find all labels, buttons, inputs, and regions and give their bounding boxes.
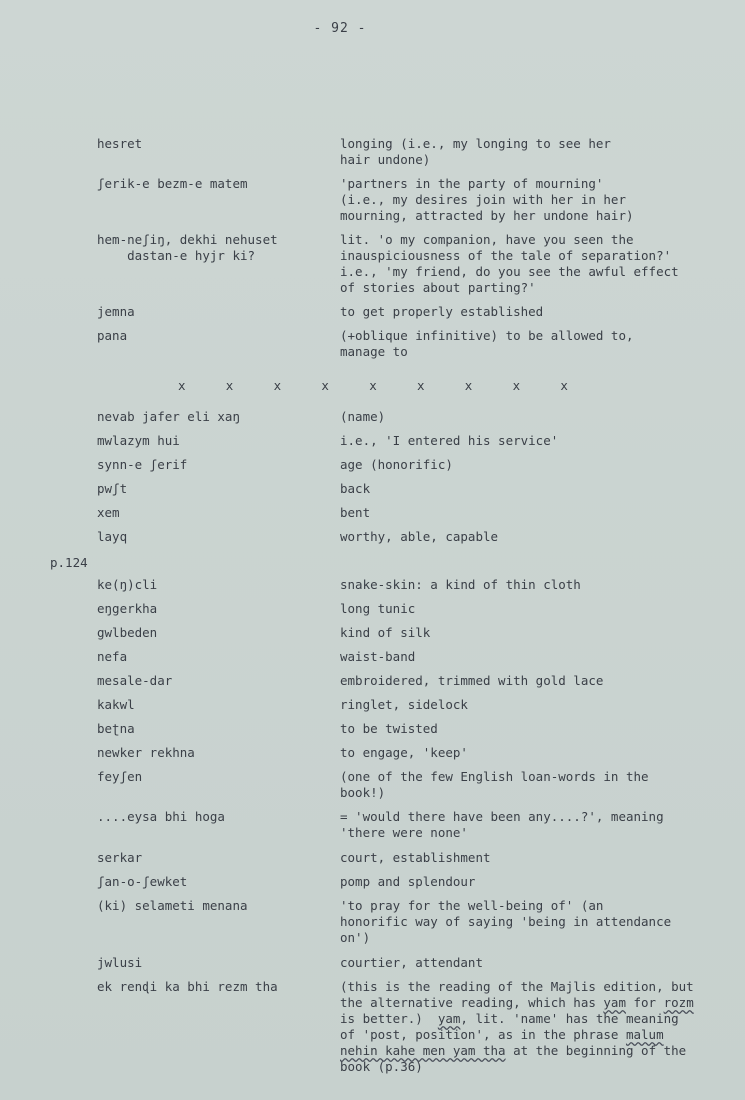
separator-mark: x xyxy=(225,378,234,393)
entry-term: synn-e ʃerif xyxy=(97,457,188,472)
entry-term: ek renɖi ka bhi rezm tha xyxy=(97,979,278,994)
entry-gloss: longing (i.e., my longing to see her hair undone) xyxy=(340,136,611,167)
entry-term: hesret xyxy=(97,136,143,151)
entry-gloss: (one of the few English loan-words in the book!) xyxy=(340,769,649,800)
separator-mark: x xyxy=(178,378,186,393)
entry-gloss: snake-skin: a kind of thin cloth xyxy=(340,577,581,592)
separator-mark: x xyxy=(464,378,473,393)
page-number: - 92 - xyxy=(313,21,367,36)
entry-gloss: to be twisted xyxy=(340,721,438,736)
entry-gloss-long xyxy=(340,979,720,1075)
entry-term: ʃerik-e bezm-e matem xyxy=(97,176,248,191)
entry-term: jwlusi xyxy=(97,955,143,970)
entry-gloss: back xyxy=(340,481,371,496)
entry-gloss: ringlet, sidelock xyxy=(340,697,468,712)
gloss-text: is better.) xyxy=(340,1011,423,1026)
entry-gloss: age (honorific) xyxy=(340,457,453,472)
entry-term: feyʃen xyxy=(97,769,143,784)
entry-gloss: (name) xyxy=(340,409,386,424)
separator-mark: x xyxy=(560,378,568,393)
entry-term: pwʃt xyxy=(97,481,128,496)
entry-term: mesale-dar xyxy=(97,673,173,688)
entry-gloss: bent xyxy=(340,505,371,520)
entry-term: eŋgerkha xyxy=(97,601,158,616)
page-reference: p.124 xyxy=(50,555,88,570)
entry-gloss: = 'would there have been any....?', meaning 'there were none' xyxy=(340,809,664,840)
underlined-word: yam xyxy=(603,995,626,1010)
entry-term: ....eysa bhi hoga xyxy=(97,809,225,824)
entry-gloss: kind of silk xyxy=(340,625,431,640)
underlined-word: malum xyxy=(625,1027,664,1042)
underlined-phrase: nehin kahe men yam tha xyxy=(340,1043,506,1058)
entry-term: serkar xyxy=(97,850,143,865)
entry-term: nefa xyxy=(97,649,128,664)
entry-term: layq xyxy=(97,529,128,544)
entry-gloss: to engage, 'keep' xyxy=(340,745,468,760)
entry-term: gwlbeden xyxy=(97,625,158,640)
separator-mark: x xyxy=(416,378,425,393)
entry-gloss: i.e., 'I entered his service' xyxy=(340,433,559,448)
separator-mark: x xyxy=(273,378,282,393)
separator-mark: x xyxy=(512,378,521,393)
entry-gloss: long tunic xyxy=(340,601,416,616)
gloss-text: , lit. 'name' has the meaning of 'post, position', as in the phrase xyxy=(340,1011,679,1042)
entry-term: xem xyxy=(97,505,120,520)
entry-gloss: pomp and splendour xyxy=(340,874,476,889)
entry-gloss: waist-band xyxy=(340,649,416,664)
separator-mark: x xyxy=(321,378,329,393)
gloss-text: at the beginning of the book (p.36) xyxy=(340,1043,687,1074)
entry-gloss: (+oblique infinitive) to be allowed to, manage to xyxy=(340,328,634,359)
separator-mark: x xyxy=(369,378,377,393)
underlined-word: yam xyxy=(437,1011,461,1026)
gloss-text: for xyxy=(625,995,664,1010)
underlined-word: rozm xyxy=(663,995,694,1010)
entry-term: mwlazym hui xyxy=(97,433,180,448)
entry-gloss: courtier, attendant xyxy=(340,955,483,970)
entry-term: ke(ŋ)cli xyxy=(97,577,158,592)
gloss-text: (this is the reading of the Majlis edition, but the alternative reading, which has xyxy=(340,979,694,1010)
entry-term: (ki) selameti menana xyxy=(97,898,248,913)
entry-term: beʈna xyxy=(97,721,135,736)
entry-term: nevab jafer eli xaŋ xyxy=(97,409,240,424)
entry-term: ʃan-o-ʃewket xyxy=(97,874,188,889)
entry-gloss: lit. 'o my companion, have you seen the inauspiciousness of the tale of separation?' i.e., 'my friend, do you see the awful effect of stories about parting?' xyxy=(340,232,679,295)
entry-term: pana xyxy=(97,328,128,343)
entry-gloss: to get properly established xyxy=(340,304,544,319)
entry-term: kakwl xyxy=(97,697,135,712)
entry-gloss: embroidered, trimmed with gold lace xyxy=(340,673,604,688)
entry-term: jemna xyxy=(97,304,135,319)
entry-gloss: 'to pray for the well-being of' (an honorific way of saying 'being in attendance on') xyxy=(340,898,672,945)
section-separator xyxy=(178,378,568,393)
entry-gloss: court, establishment xyxy=(340,850,491,865)
entry-term: newker rekhna xyxy=(97,745,195,760)
entry-term: hem-neʃiŋ, dekhi nehuset dastan-e hyjr ki? xyxy=(97,232,278,263)
entry-gloss: worthy, able, capable xyxy=(340,529,499,544)
entry-gloss: 'partners in the party of mourning' (i.e., my desires join with her in her mourning, attracted by her undone hair) xyxy=(340,176,634,223)
